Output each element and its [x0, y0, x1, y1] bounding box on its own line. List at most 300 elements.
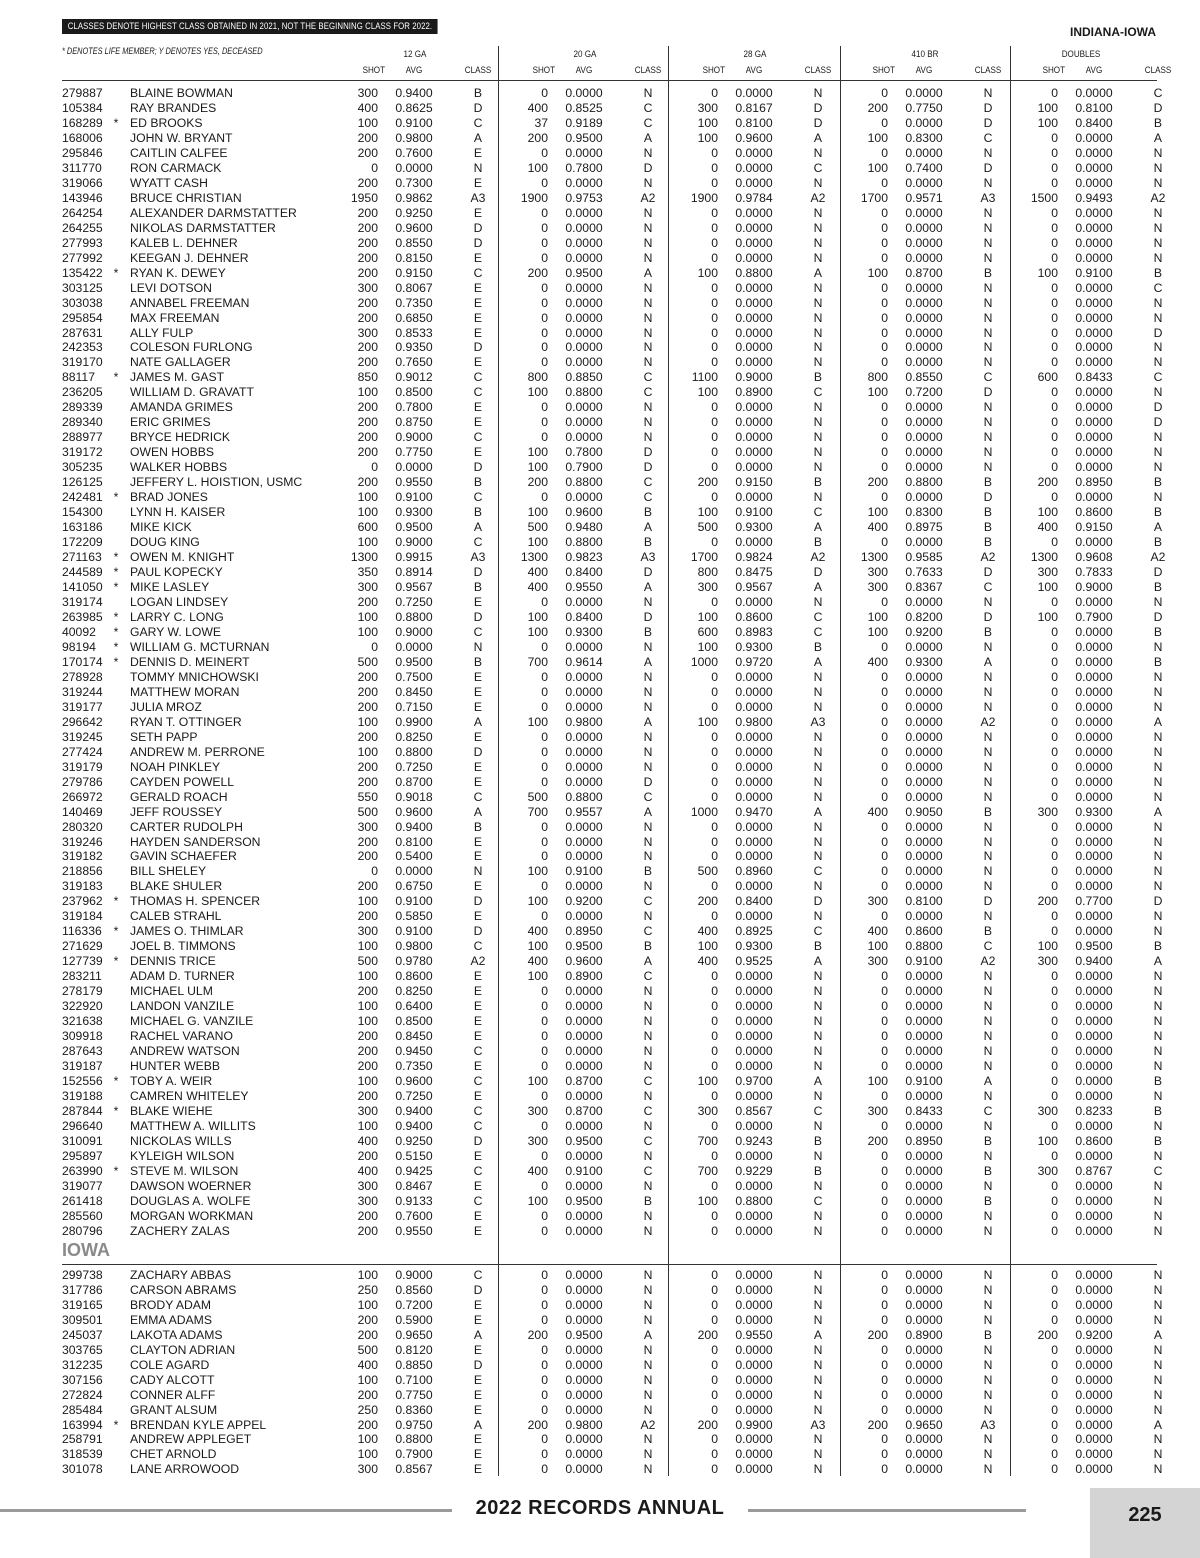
cell-shot: 200 [357, 1312, 378, 1327]
shooter-name: JOHN W. BRYANT [130, 130, 233, 145]
cell-class: N [813, 909, 823, 924]
shooter-name: AMANDA GRIMES [130, 400, 233, 415]
cell-class: N [1153, 594, 1163, 609]
cell-class: A [1153, 954, 1163, 969]
cell-shot: 0 [1051, 1268, 1058, 1282]
cell-class: N [983, 1178, 993, 1193]
cell-shot: 250 [357, 1402, 378, 1417]
cell-class: B [983, 505, 993, 520]
shooter-name: CALEB STRAHL [130, 909, 222, 924]
cell-shot: 100 [697, 265, 718, 280]
member-id: 135422 [62, 265, 103, 280]
cell-avg: 0.0000 [905, 1193, 943, 1208]
shooter-name: DOUGLAS A. WOLFE [130, 1193, 251, 1208]
cell-class: E [473, 295, 483, 310]
table-row [0, 595, 1200, 610]
cell-avg: 0.0000 [565, 1208, 603, 1223]
cell-class: N [643, 1059, 653, 1074]
member-id: 319170 [62, 355, 103, 370]
cell-shot: 300 [867, 894, 888, 909]
cell-shot: 0 [881, 1163, 888, 1178]
cell-avg: 0.9862 [395, 190, 433, 205]
cell-class: N [983, 1148, 993, 1163]
shooter-name: ALLY FULP [130, 325, 194, 340]
cell-avg: 0.0000 [1075, 669, 1113, 684]
cell-class: B [473, 505, 483, 520]
member-id: 126125 [62, 475, 103, 490]
cell-avg: 0.0000 [905, 1462, 943, 1477]
shooter-name: RYAN T. OTTINGER [130, 714, 242, 729]
cell-shot: 300 [1037, 1163, 1058, 1178]
member-id: 271629 [62, 939, 103, 954]
cell-shot: 500 [357, 1342, 378, 1357]
cell-avg: 0.9000 [395, 624, 433, 639]
cell-shot: 0 [711, 999, 718, 1014]
cell-avg: 0.0000 [1075, 145, 1113, 160]
cell-shot: 200 [867, 1327, 888, 1342]
cell-class: A2 [470, 954, 486, 969]
cell-shot: 0 [1051, 1297, 1058, 1312]
member-id: 218856 [62, 864, 103, 879]
table-row [0, 939, 1200, 954]
cell-shot: 0 [541, 1178, 548, 1193]
cell-avg: 0.9571 [905, 190, 943, 205]
member-id: 278928 [62, 669, 103, 684]
cell-avg: 0.0000 [735, 415, 773, 430]
cell-shot: 0 [711, 175, 718, 190]
cell-shot: 0 [711, 1223, 718, 1238]
cell-shot: 0 [881, 819, 888, 834]
cell-shot: 100 [867, 265, 888, 280]
cell-avg: 0.0000 [565, 999, 603, 1014]
cell-avg: 0.9150 [735, 475, 773, 490]
cell-shot: 200 [527, 130, 548, 145]
table-row [0, 251, 1200, 266]
cell-shot: 0 [541, 1282, 548, 1297]
cell-class: C [473, 1118, 483, 1133]
cell-class: N [813, 1402, 823, 1417]
cell-class: B [643, 535, 653, 550]
cell-shot: 200 [357, 984, 378, 999]
cell-shot: 100 [1037, 115, 1058, 130]
cell-shot: 0 [881, 684, 888, 699]
cell-class: N [1153, 340, 1163, 355]
member-id: 163994 [62, 1417, 103, 1432]
cell-avg: 0.9300 [735, 939, 773, 954]
cell-avg: 0.9350 [395, 340, 433, 355]
cell-avg: 0.0000 [735, 759, 773, 774]
cell-class: N [813, 819, 823, 834]
cell-class: N [813, 1387, 823, 1402]
cell-shot: 100 [1037, 265, 1058, 280]
table-row [0, 1134, 1200, 1149]
section-heading-iowa: IOWA [62, 1240, 110, 1260]
cell-shot: 0 [711, 1357, 718, 1372]
table-row [0, 745, 1200, 760]
cell-shot: 200 [697, 475, 718, 490]
cell-shot: 0 [711, 909, 718, 924]
cell-shot: 0 [881, 1148, 888, 1163]
cell-class: N [1153, 729, 1163, 744]
shooter-name: JOEL B. TIMMONS [130, 939, 236, 954]
cell-class: B [473, 86, 483, 100]
footer-title: 2022 RECORDS ANNUAL [475, 1497, 725, 1519]
cell-class: A [643, 265, 653, 280]
cell-avg: 0.0000 [905, 220, 943, 235]
cell-avg: 0.0000 [1075, 1193, 1113, 1208]
cell-class: D [473, 220, 483, 235]
cell-class: N [1153, 310, 1163, 325]
cell-avg: 0.0000 [905, 235, 943, 250]
cell-class: N [813, 145, 823, 160]
cell-class: A [473, 714, 483, 729]
shooter-name: EMMA ADAMS [130, 1312, 212, 1327]
cell-avg: 0.0000 [735, 1148, 773, 1163]
cell-avg: 0.9100 [395, 894, 433, 909]
cell-shot: 300 [357, 1178, 378, 1193]
cell-shot: 0 [541, 235, 548, 250]
cell-avg: 0.0000 [1075, 1372, 1113, 1387]
cell-class: C [473, 1044, 483, 1059]
cell-shot: 0 [1051, 1029, 1058, 1044]
cell-shot: 0 [711, 355, 718, 370]
cell-shot: 0 [1051, 325, 1058, 340]
member-id: 319187 [62, 1059, 103, 1074]
cell-avg: 0.8367 [905, 580, 943, 594]
cell-avg: 0.0000 [905, 789, 943, 804]
cell-avg: 0.9100 [905, 954, 943, 969]
cell-avg: 0.0000 [1075, 909, 1113, 924]
cell-class: B [983, 624, 993, 639]
cell-class: N [643, 1088, 653, 1103]
cell-class: A [813, 804, 823, 819]
cell-shot: 0 [711, 774, 718, 789]
cell-class: D [473, 1133, 483, 1148]
cell-avg: 0.0000 [565, 355, 603, 370]
table-row [0, 1432, 1200, 1447]
cell-class: N [813, 325, 823, 340]
cell-avg: 0.8100 [1075, 100, 1113, 115]
member-id: 319244 [62, 684, 103, 699]
cell-avg: 0.9100 [395, 115, 433, 130]
cell-class: N [1153, 430, 1163, 445]
shooter-name: CARTER RUDOLPH [130, 819, 243, 834]
shooter-name: WALKER HOBBS [130, 460, 228, 475]
shooter-name: RON CARMACK [130, 160, 222, 175]
cell-shot: 0 [541, 999, 548, 1014]
cell-shot: 0 [1051, 849, 1058, 864]
cell-class: A3 [980, 1417, 996, 1432]
table-row [0, 1149, 1200, 1164]
cell-avg: 0.0000 [905, 115, 943, 130]
cell-class: A [813, 1074, 823, 1089]
cell-avg: 0.0000 [735, 490, 773, 505]
cell-class: N [813, 1357, 823, 1372]
cell-avg: 0.9300 [905, 654, 943, 669]
cell-avg: 0.0000 [735, 879, 773, 894]
cell-class: B [1153, 265, 1163, 280]
member-id: 127739 [62, 954, 103, 969]
cell-avg: 0.8950 [905, 1133, 943, 1148]
cell-class: C [983, 370, 993, 385]
cell-class: E [473, 1342, 483, 1357]
cell-shot: 400 [527, 100, 548, 115]
shooter-name: KYLEIGH WILSON [130, 1148, 235, 1163]
cell-avg: 0.0000 [905, 1402, 943, 1417]
member-id: 319174 [62, 594, 103, 609]
member-id: 258791 [62, 1432, 103, 1447]
shooter-name: CHET ARNOLD [130, 1447, 217, 1462]
cell-class: N [813, 999, 823, 1014]
cell-shot: 0 [881, 1208, 888, 1223]
cell-class: N [813, 1297, 823, 1312]
cell-shot: 0 [1051, 864, 1058, 879]
member-id: 319246 [62, 834, 103, 849]
table-row [0, 1268, 1200, 1283]
cell-avg: 0.8100 [735, 115, 773, 130]
cell-shot: 0 [711, 535, 718, 550]
cell-shot: 1100 [691, 370, 718, 385]
cell-shot: 0 [541, 1208, 548, 1223]
cell-class: E [473, 849, 483, 864]
cell-avg: 0.0000 [735, 1268, 773, 1282]
cell-avg: 0.0000 [1075, 924, 1113, 939]
column-header-class: CLASS [634, 65, 662, 76]
cell-shot: 0 [1051, 295, 1058, 310]
cell-class: B [813, 1163, 823, 1178]
cell-avg: 0.0000 [905, 1223, 943, 1238]
cell-avg: 0.8467 [395, 1178, 433, 1193]
cell-class: N [1153, 819, 1163, 834]
shooter-name: BRODY ADAM [130, 1297, 212, 1312]
cell-shot: 0 [541, 400, 548, 415]
cell-class: D [643, 160, 653, 175]
cell-avg: 0.0000 [905, 325, 943, 340]
cell-shot: 100 [357, 1432, 378, 1447]
cell-shot: 1900 [520, 190, 548, 205]
cell-class: E [473, 999, 483, 1014]
cell-avg: 0.8100 [905, 894, 943, 909]
cell-avg: 0.0000 [1075, 849, 1113, 864]
cell-avg: 0.9780 [395, 954, 433, 969]
cell-avg: 0.0000 [395, 639, 433, 654]
cell-shot: 0 [1051, 924, 1058, 939]
cell-avg: 0.9300 [1075, 804, 1113, 819]
cell-shot: 0 [541, 325, 548, 340]
member-id: 295854 [62, 310, 103, 325]
cell-class: N [983, 864, 993, 879]
cell-avg: 0.7200 [395, 1297, 433, 1312]
cell-avg: 0.8500 [395, 1014, 433, 1029]
cell-shot: 100 [1037, 580, 1058, 594]
member-id: 264255 [62, 220, 103, 235]
cell-class: N [813, 1282, 823, 1297]
cell-avg: 0.9600 [395, 1074, 433, 1089]
cell-class: E [473, 280, 483, 295]
cell-avg: 0.7833 [1075, 565, 1113, 580]
cell-class: A3 [470, 550, 486, 565]
cell-shot: 100 [357, 535, 378, 550]
cell-class: N [1153, 1357, 1163, 1372]
cell-class: N [643, 205, 653, 220]
member-id: 309501 [62, 1312, 103, 1327]
cell-avg: 0.9650 [395, 1327, 433, 1342]
cell-class: N [1153, 1432, 1163, 1447]
cell-shot: 0 [711, 295, 718, 310]
cell-shot: 100 [697, 1193, 718, 1208]
table-row [0, 430, 1200, 445]
cell-shot: 100 [697, 1074, 718, 1089]
member-id: 143946 [62, 190, 103, 205]
cell-class: D [983, 609, 993, 624]
cell-class: N [813, 355, 823, 370]
cell-class: N [643, 909, 653, 924]
cell-shot: 0 [1051, 669, 1058, 684]
cell-class: B [1153, 1074, 1163, 1089]
cell-avg: 0.9800 [735, 714, 773, 729]
cell-avg: 0.8800 [735, 1193, 773, 1208]
cell-class: N [813, 1447, 823, 1462]
cell-shot: 300 [1037, 1103, 1058, 1118]
cell-class: E [473, 969, 483, 984]
cell-avg: 0.0000 [905, 1282, 943, 1297]
cell-class: C [643, 969, 653, 984]
cell-class: C [473, 1103, 483, 1118]
cell-avg: 0.8550 [395, 235, 433, 250]
cell-avg: 0.0000 [1075, 999, 1113, 1014]
shooter-name: NATE GALLAGER [130, 355, 231, 370]
cell-shot: 0 [711, 594, 718, 609]
cell-class: N [983, 1268, 993, 1282]
cell-class: E [473, 205, 483, 220]
member-id: 318539 [62, 1447, 103, 1462]
cell-avg: 0.0000 [905, 1387, 943, 1402]
cell-avg: 0.9550 [565, 580, 603, 594]
cell-class: D [473, 565, 483, 580]
cell-avg: 0.0000 [905, 1297, 943, 1312]
cell-class: N [1153, 1447, 1163, 1462]
cell-shot: 0 [881, 1447, 888, 1462]
cell-shot: 400 [867, 924, 888, 939]
cell-shot: 0 [1051, 1282, 1058, 1297]
cell-class: D [1153, 400, 1163, 415]
cell-shot: 0 [1051, 445, 1058, 460]
cell-shot: 0 [881, 1088, 888, 1103]
cell-shot: 100 [527, 939, 548, 954]
cell-class: N [643, 984, 653, 999]
life-member-mark: * [113, 1417, 119, 1432]
cell-class: D [643, 460, 653, 475]
cell-avg: 0.9250 [395, 205, 433, 220]
shooter-name: GERALD ROACH [130, 789, 228, 804]
cell-shot: 400 [357, 1357, 378, 1372]
cell-class: N [643, 1432, 653, 1447]
cell-class: N [1153, 984, 1163, 999]
table-row [0, 700, 1200, 715]
cell-class: N [983, 669, 993, 684]
cell-avg: 0.8700 [565, 1074, 603, 1089]
life-member-mark: * [113, 115, 119, 130]
cell-avg: 0.0000 [905, 1163, 943, 1178]
cell-shot: 200 [357, 220, 378, 235]
cell-class: D [473, 1357, 483, 1372]
member-id: 312235 [62, 1357, 103, 1372]
cell-class: A2 [640, 190, 656, 205]
cell-class: A2 [810, 550, 826, 565]
cell-avg: 0.0000 [735, 774, 773, 789]
cell-shot: 300 [357, 280, 378, 295]
cell-avg: 0.0000 [905, 535, 943, 550]
cell-class: B [983, 1163, 993, 1178]
cell-class: A [473, 130, 483, 145]
cell-avg: 0.8300 [905, 130, 943, 145]
member-id: 319177 [62, 699, 103, 714]
cell-shot: 0 [711, 1148, 718, 1163]
cell-class: A [1153, 520, 1163, 535]
cell-class: C [813, 160, 823, 175]
cell-class: N [643, 1223, 653, 1238]
cell-class: C [643, 385, 653, 400]
cell-shot: 0 [711, 1462, 718, 1477]
cell-shot: 0 [1051, 984, 1058, 999]
cell-class: D [983, 565, 993, 580]
table-row [0, 1059, 1200, 1074]
cell-avg: 0.0000 [905, 430, 943, 445]
cell-avg: 0.0000 [1075, 834, 1113, 849]
cell-avg: 0.9900 [735, 1417, 773, 1432]
cell-avg: 0.8767 [1075, 1163, 1113, 1178]
table-row [0, 1447, 1200, 1462]
cell-shot: 0 [881, 849, 888, 864]
cell-avg: 0.7800 [565, 160, 603, 175]
cell-shot: 0 [541, 819, 548, 834]
cell-class: A [643, 714, 653, 729]
cell-avg: 0.8400 [735, 894, 773, 909]
cell-shot: 100 [867, 130, 888, 145]
cell-shot: 200 [357, 774, 378, 789]
cell-class: N [983, 1402, 993, 1417]
cell-shot: 100 [357, 1014, 378, 1029]
cell-shot: 0 [1051, 1014, 1058, 1029]
cell-shot: 300 [527, 1103, 548, 1118]
cell-shot: 0 [881, 460, 888, 475]
cell-class: N [1153, 684, 1163, 699]
cell-avg: 0.9100 [395, 924, 433, 939]
column-header-shot: SHOT [1042, 65, 1065, 76]
shooter-name: BRUCE CHRISTIAN [130, 190, 242, 205]
cell-avg: 0.0000 [1075, 969, 1113, 984]
table-row [0, 326, 1200, 341]
cell-shot: 0 [541, 879, 548, 894]
cell-avg: 0.0000 [735, 744, 773, 759]
column-header-shot: SHOT [872, 65, 895, 76]
cell-shot: 0 [881, 430, 888, 445]
column-header-class: CLASS [974, 65, 1002, 76]
cell-class: N [1153, 744, 1163, 759]
cell-avg: 0.0000 [1075, 594, 1113, 609]
cell-class: N [1153, 1088, 1163, 1103]
cell-class: E [473, 1208, 483, 1223]
cell-class: E [473, 310, 483, 325]
cell-shot: 300 [1037, 804, 1058, 819]
member-id: 98194 [62, 639, 96, 654]
cell-class: A [813, 130, 823, 145]
cell-shot: 100 [527, 385, 548, 400]
cell-avg: 0.9450 [395, 1044, 433, 1059]
cell-avg: 0.0000 [565, 639, 603, 654]
cell-shot: 100 [1037, 1133, 1058, 1148]
cell-class: N [813, 1118, 823, 1133]
